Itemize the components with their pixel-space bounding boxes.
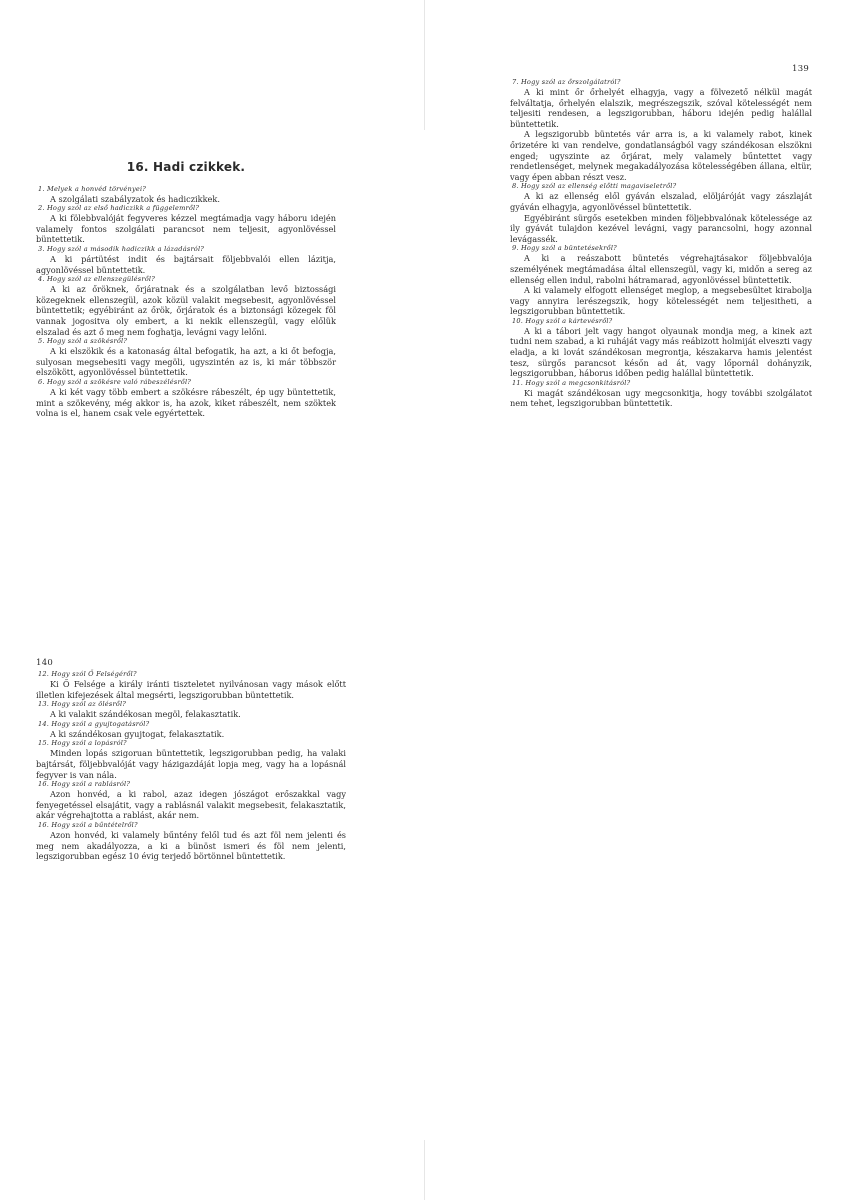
article-item (36, 720, 346, 740)
article-item (36, 185, 336, 205)
article-item (510, 379, 812, 409)
article-question: 4. Hogy szól az ellenszegülésről? (38, 275, 155, 284)
article-question: 11. Hogy szól a megcsonkitásról? (512, 378, 631, 387)
article-paragraph: A ki elszökik és a katonaság által befogatik, ha azt, a ki őt befogja, sulyosan megsebesiti vagy megöli, ugyszintén az is, ki már többször elszökött, agyonlövéssel büntettetik. (36, 346, 336, 378)
article-paragraph: A ki az őröknek, őrjáratnak és a szolgálatban levő biztossági közegeknek ellenszegül, azok közül valakit megsebesit, agyonlövéssel büntettetik; egyébiránt az őrök, őrjáratok és a biztonsági közegek föl vannak jogositva oly embert, a ki nekik ellenszegül, vagy előlük elszalad és azt ő meg nem foghatja, levágni vagy lelőni. (36, 284, 336, 337)
page-gutter-top (424, 0, 425, 130)
article-item (36, 275, 336, 337)
article-item (510, 78, 812, 182)
article-question: 14. Hogy szól a gyujtogatásról? (38, 719, 150, 728)
article-question: 16. Hogy szól a rablásról? (38, 780, 131, 789)
article-item (36, 821, 346, 862)
page-bottom-column (36, 670, 346, 862)
article-item (36, 670, 346, 700)
article-paragraph: A ki két vagy több embert a szökésre rábeszélt, ép ugy büntettetik, mint a szökevény, még akkor is, ha azok, kiket rábeszélt, nem szöktek volna is el, hanem csak vele egyértettek. (36, 386, 336, 419)
page-left-column (36, 150, 336, 419)
page-number: 140 (36, 658, 54, 668)
page-right-column (510, 78, 812, 409)
article-item (36, 378, 336, 419)
article-question: 2. Hogy szól az első hadiczikk a függelemről? (38, 204, 200, 213)
article-paragraph: Azon honvéd, a ki rabol, azaz idegen jószágot erőszakkal vagy fenyegetéssel elsajátit, vagy a rablásnál valakit megsebesit, felakasztatik, akár végrehajtotta a rablást, akár nem. (36, 789, 346, 821)
article-paragraph: A ki a tábori jelt vagy hangot olyaunak mondja meg, a kinek azt tudni nem szabad, a ki ruháját vagy más reábizott holmiját elveszti vagy eladja, a ki lovát szándékosan megrontja, készakarva hamis jelentést tesz, sürgős parancsot későn ad át, vagy lőpornál dohányzik, legszigorubban, háborus időben pedig halállal büntettetik. (510, 325, 812, 379)
article-paragraph: A szolgálati szabályzatok és hadiczikkek. (50, 193, 220, 204)
article-item (36, 739, 346, 780)
article-question: 5. Hogy szól a szökésről? (38, 337, 128, 346)
article-paragraph: A legszigorubb büntetés vár arra is, a ki valamely rabot, kinek őrizetére ki van rendelve, gondatlanságból vagy szándékosan elszökni enged; ugyszinte az őrjárat, mely valamely bűntettet vagy rendetlenséget, melynek megakadályozása kötelességében állana, eltür, vagy épen abban részt vesz. (510, 129, 812, 182)
article-question: 15. Hogy szól a lopásról? (38, 739, 127, 748)
article-paragraph: A ki az ellenség elől gyáván elszalad, elöljáróját vagy zászlaját gyáván elhagyja, agyonlövéssel büntettetik. (510, 191, 812, 212)
article-item (510, 182, 812, 244)
article-paragraph: A ki pártütést indit és bajtársait följebbvalói ellen lázitja, agyonlövéssel büntettetik. (36, 253, 336, 275)
article-item (36, 245, 336, 275)
article-question: 9. Hogy szól a büntetésekről? (512, 244, 617, 253)
article-question: 16. Hogy szól a bűntételről? (38, 820, 138, 829)
article-item (36, 780, 346, 821)
article-paragraph: Ki Ő Felsége a király iránti tiszteletet nyilvánosan vagy mások előtt illetlen kifejezések által megsérti, legszigorubban büntettetik. (36, 679, 346, 700)
article-paragraph: A ki szándékosan gyujtogat, felakasztatik. (50, 728, 225, 739)
article-paragraph: Minden lopás szigoruan büntettetik, legszigorubban pedig, ha valaki bajtársát, följebbvalóját vagy házigazdáját lopja meg, vagy ha a lopásnál fegyver is van nála. (36, 748, 346, 780)
article-item (510, 317, 812, 379)
article-paragraph: A ki valakit szándékosan megöl, felakasztatik. (50, 709, 241, 720)
article-paragraph: Egyébiránt sürgős esetekben minden följebbvalónak kötelessége az ily gyávát tulajdon kezével levágni, vagy parancsolni, hogy azonnal levágassék. (510, 212, 812, 244)
section-title: 16. Hadi czikkek. (126, 160, 246, 174)
article-question: 13. Hogy szól az ölésről? (38, 700, 127, 709)
article-question: 8. Hogy szól az ellenség előtti magaviseletről? (512, 182, 677, 191)
article-question: 7. Hogy szól az őrszolgálatról? (512, 78, 621, 86)
article-item (36, 204, 336, 245)
page-number: 139 (792, 64, 810, 74)
article-question: 10. Hogy szól a kártevésről? (512, 316, 613, 325)
article-paragraph: A ki fölebbvalóját fegyveres kézzel megtámadja vagy háboru idején valamely fontos szolgálati parancsot nem teljesit, agyonlövéssel büntettetik. (36, 213, 336, 245)
article-paragraph: Ki magát szándékosan ugy megcsonkitja, hogy további szolgálatot nem tehet, legszigorubban büntettetik. (510, 387, 812, 409)
article-question: 3. Hogy szól a második hadiczikk a lázadásról? (38, 244, 205, 253)
article-item (36, 700, 346, 720)
article-paragraph: A ki valamely elfogott ellenséget meglop, a megsebesültet kirabolja vagy annyira lerészegszik, hogy kötelességét nem teljesitheti, a legszigorubban büntettetik. (510, 285, 812, 317)
article-question: 1. Melyek a honvéd törvényei? (38, 184, 147, 193)
article-item (510, 244, 812, 317)
article-paragraph: Azon honvéd, ki valamely bűntény felől tud és azt föl nem jelenti és meg nem akadályozza, a ki a bünöst ismeri és föl nem jelenti, legszigorubban egész 10 évig terjedő börtönnel büntettetik. (36, 829, 346, 862)
article-item (36, 337, 336, 378)
article-question: 12. Hogy szól Ő Felségéről? (38, 670, 137, 678)
article-paragraph: A ki a reászabott büntetés végrehajtásakor följebbvalója személyének megtámadása által ellenszegül, vagy ki, midőn a sereg az ellenség ellen indul, rabolni hátramarad, agyonlövéssel büntettetik. (510, 253, 812, 285)
article-paragraph: A ki mint őr őrhelyét elhagyja, vagy a fölvezető nélkül magát felváltatja, őrhelyén elalszik, megrészegszik, szóval kötelességét nem teljesiti rendesen, a legszigorubban, háboru idején pedig halállal büntettetik. (510, 87, 812, 129)
page-gutter-bottom (424, 1140, 425, 1200)
article-question: 6. Hogy szól a szökésre való rábeszélésről? (38, 377, 192, 386)
